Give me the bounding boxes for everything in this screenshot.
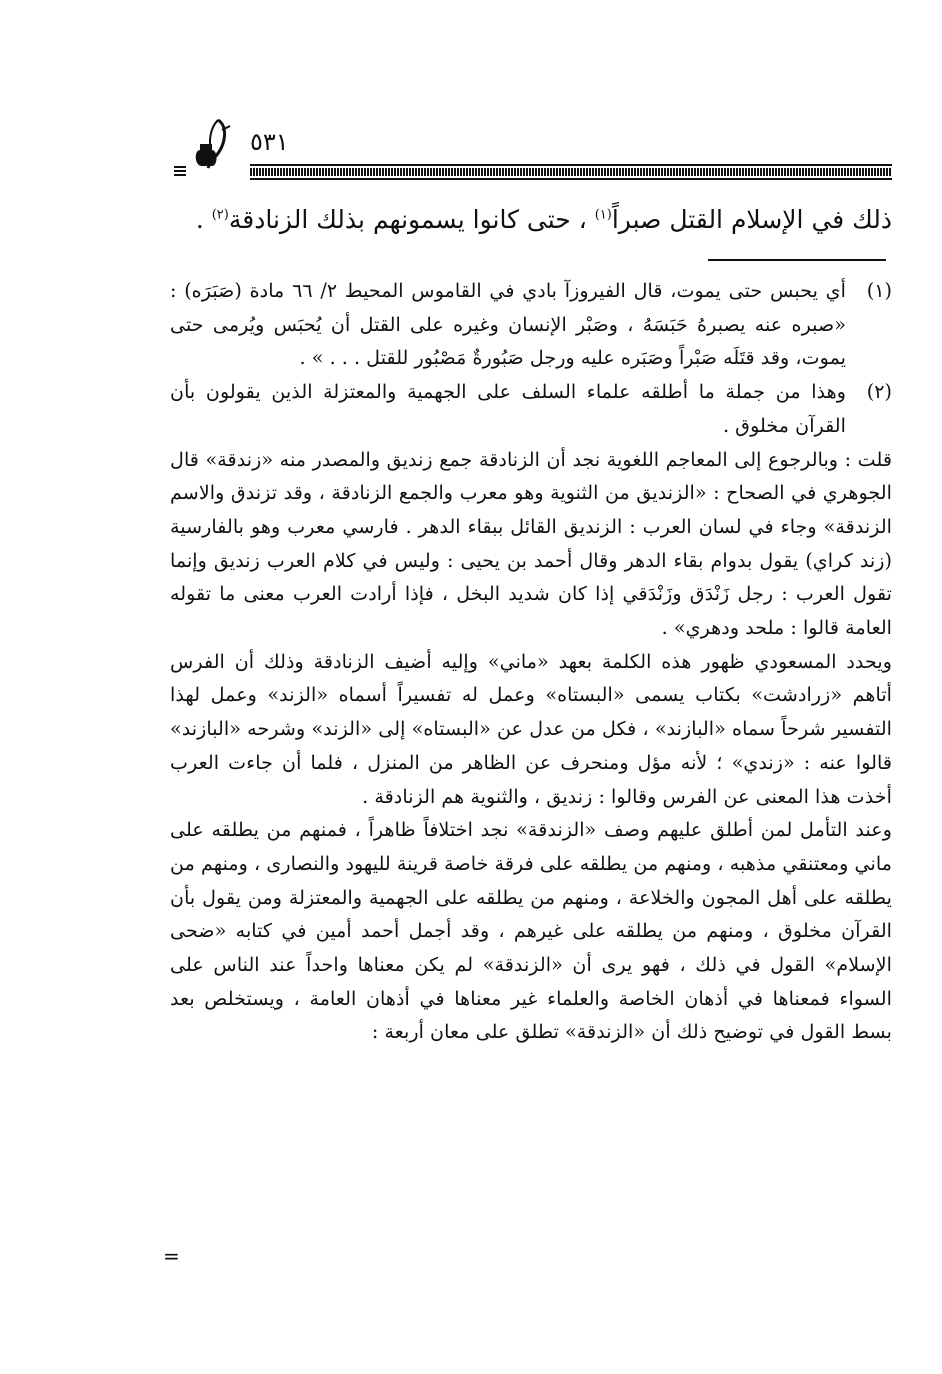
footnote-ref-1[interactable]: (١) (594, 207, 612, 223)
continuation-mark: = (163, 1244, 180, 1268)
rule-end-mark (174, 166, 186, 176)
footnote-1 (170, 274, 892, 375)
footnote-2-body (170, 375, 846, 442)
footnote-paragraph-3: وعند التأمل لمن أطلق عليهم وصف «الزندقة» نجد اختلافاً ظاهراً ، فمنهم من يطلقه على ماني ومعتنقي مذهبه ، ومنهم من يطلقه على فرقة خاصة قرينة لليهود والنصارى ، ومنهم من يطلقه على أهل المجون والخلاعة ، ومنهم من يطلقه على الجهمية والمعتزلة ومن يقول بأن القرآن مخلوق ، ومنهم من يطلقه على غيرهم ، وقد أجمل أحمد أمين في كتابه «ضحى الإسلام» القول في ذلك ، فهو يرى أن «الزندقة» لم يكن معناها واحداً عند الناس على السواء فمعناها في أذهان الخاصة والعلماء غير معناها في أذهان العامة ، ويستخلص بعد بسط القول في توضيح ذلك أن «الزندقة» تطلق على معان أربعة : (170, 818, 892, 1044)
header-rule (170, 158, 892, 182)
footnote-2 (170, 375, 892, 442)
main-line-1: ذلك في الإسلام القتل صبراً (611, 205, 892, 234)
footnote-1-mark: (١) (866, 279, 892, 302)
footnote-1-body (170, 274, 846, 375)
main-line-2: ، حتى كانوا يسمونهم بذلك الزنادقة (228, 205, 595, 234)
footnote-separator (708, 259, 886, 261)
footnote-1-text: أي يحبس حتى يموت، قال الفيروزآ بادي في القاموس المحيط ٢/ ٦٦ مادة (صَبَرَه) : «صبره عنه يصبرهُ حَبَسَهُ ، وصَبْر الإنسان وغيره على القتل أن يُحبَس ويُرمى حتى يموت، وقد قتَلَه صَبْراً وصَبَره عليه ورجل صَبُورةٌ مَصْبُور للقتل . . . » . (170, 279, 847, 370)
footnote-2-text: وهذا من جملة ما أطلقه علماء السلف على الجهمية والمعتزلة الذين يقولون بأن القرآن مخلوق . (170, 380, 846, 437)
rule-line-bottom (250, 178, 892, 180)
main-paragraph (170, 198, 892, 242)
main-text (170, 198, 892, 242)
page-header (170, 108, 892, 188)
rule-line-top (250, 164, 892, 166)
footnote-paragraph-2: ويحدد المسعودي ظهور هذه الكلمة بعهد «ماني» وإليه أضيف الزنادقة وذلك أن الفرس أتاهم «زرادشت» بكتاب يسمى «البستاه» وعمل له تفسيراً أسماه «الزند» وعمل لهذا التفسير شرحاً سماه «البازند» ، فكل من عدل عن «البستاه» إلى «الزند» وشرحه «البازند» قالوا عنه : «زندي» ؛ لأنه مؤل ومنحرف عن الظاهر من المنزل ، فلما أن جاءت العرب أخذت هذا المعنى عن الفرس وقالوا : زنديق ، والثنوية هم الزنادقة . (170, 649, 892, 808)
footnote-2-mark: (٢) (866, 380, 892, 404)
main-line-end: . (195, 205, 212, 234)
page-number: ٥٣١ (250, 128, 289, 156)
footnote-ref-2[interactable]: (٢) (211, 207, 229, 223)
rule-hatch-band (250, 168, 892, 176)
footnotes-section (170, 274, 892, 1049)
footnote-paragraph-1: قلت : وبالرجوع إلى المعاجم اللغوية نجد أن الزنادقة جمع زنديق والمصدر منه «زندقة» قال الجوهري في الصحاح : «الزنديق من الثنوية وهو معرب والجمع الزنادقة ، وقد تزندق والاسم الزندقة» وجاء في لسان العرب : الزنديق القائل ببقاء الدهر . فارسي معرب وهو بالفارسية (زند كراي) يقول بدوام بقاء الدهر وقال أحمد بن يحيى : وليس في كلام العرب زنديق وإنما تقول العرب : رجل زَنْدَق وزَنْدَقي إذا كان شديد البخل ، فإذا أرادت العرب معنى ما تقوله العامة قالوا : ملحد ودهري» . (170, 447, 892, 640)
